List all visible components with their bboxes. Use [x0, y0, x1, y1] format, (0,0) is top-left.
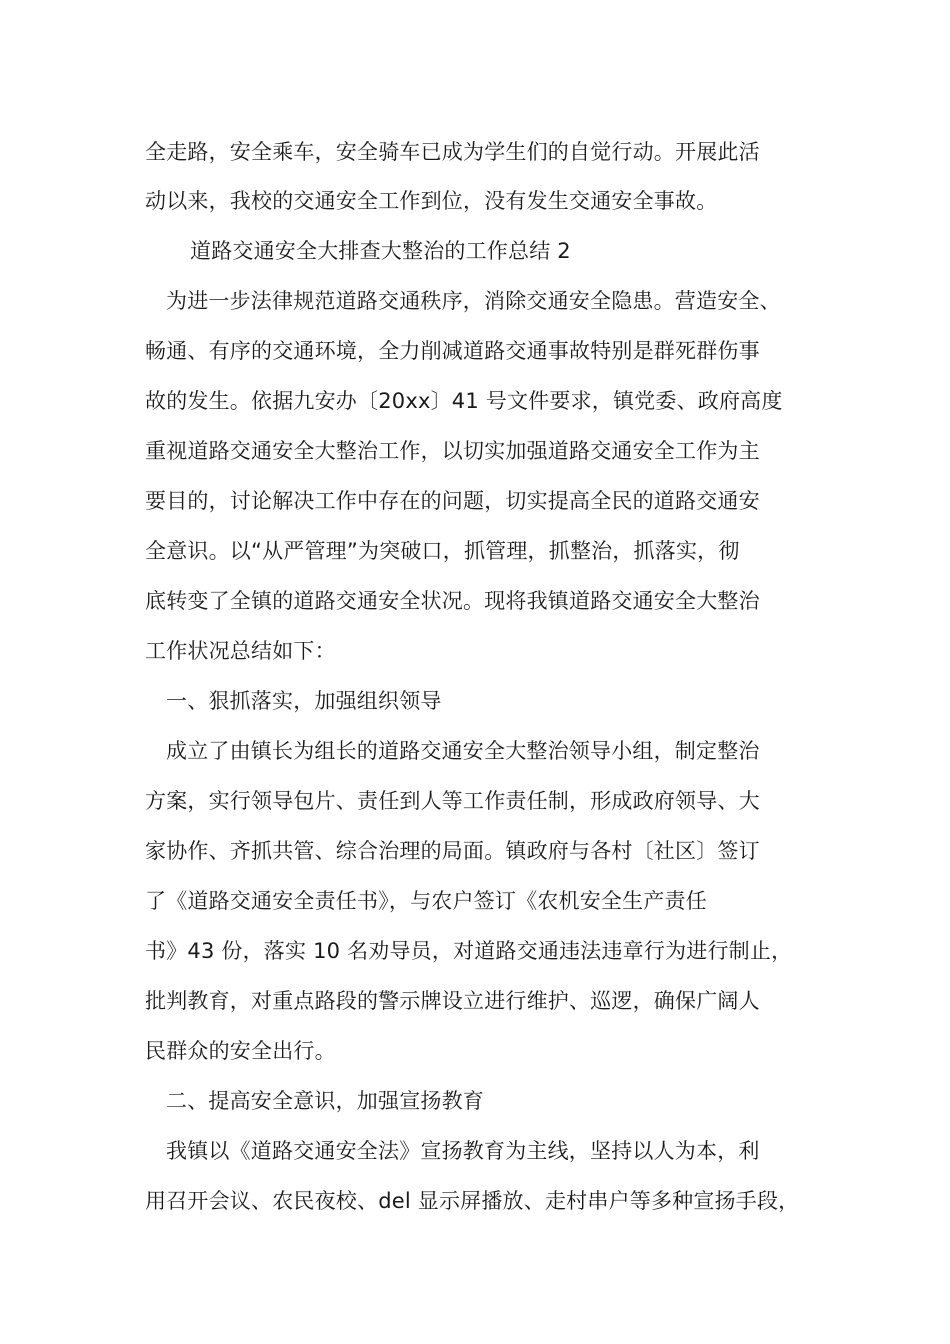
- body-text-line: 畅通、有序的交通环境，全力削减道路交通事故特别是群死群伤事: [145, 339, 760, 363]
- body-text-line: 全意识。以“从严管理”为突破口，抓管理，抓整治，抓落实，彻: [145, 539, 740, 563]
- section-heading: 一、狠抓落实，加强组织领导: [166, 689, 442, 713]
- body-text-line: 工作状况总结如下：: [145, 639, 336, 663]
- body-text-line: 故的发生。依据九安办〔20xx〕41 号文件要求，镇党委、政府高度: [145, 389, 783, 413]
- body-text-line: 了《道路交通安全责任书》，与农户签订《农机安全生产责任: [145, 889, 707, 913]
- body-text-line: 民群众的安全出行。: [145, 1039, 336, 1063]
- body-text-line: 为进一步法律规范道路交通秩序，消除交通安全隐患。营造安全、: [166, 289, 781, 313]
- section-heading: 二、提高安全意识，加强宣扬教育: [166, 1089, 484, 1113]
- body-text-line: 动以来，我校的交通安全工作到位，没有发生交通安全事故。: [145, 189, 718, 213]
- body-text-line: 我镇以《道路交通安全法》宣扬教育为主线，坚持以人为本，利: [166, 1139, 760, 1163]
- body-text-line: 全走路，安全乘车，安全骑车已成为学生们的自觉行动。开展此活: [145, 140, 760, 164]
- section-title: 道路交通安全大排查大整治的工作总结 2: [190, 239, 571, 263]
- body-text-line: 要目的，讨论解决工作中存在的问题，切实提高全民的道路交通安: [145, 489, 760, 513]
- body-text-line: 重视道路交通安全大整治工作，以切实加强道路交通安全工作为主: [145, 439, 760, 463]
- body-text-line: 家协作、齐抓共管、综合治理的局面。镇政府与各村〔社区〕签订: [145, 839, 760, 863]
- body-text-line: 书》43 份，落实 10 名劝导员，对道路交通违法违章行为进行制止，: [145, 939, 793, 963]
- body-text-line: 方案，实行领导包片、责任到人等工作责任制，形成政府领导、大: [145, 789, 760, 813]
- body-text-line: 批判教育，对重点路段的警示牌设立进行维护、巡逻，确保广阔人: [145, 989, 760, 1013]
- body-text-line: 成立了由镇长为组长的道路交通安全大整治领导小组，制定整治: [166, 739, 760, 763]
- body-text-line: 底转变了全镇的道路交通安全状况。现将我镇道路交通安全大整治: [145, 589, 760, 613]
- body-text-line: 用召开会议、农民夜校、del 显示屏播放、走村串户等多种宣扬手段，: [145, 1189, 800, 1213]
